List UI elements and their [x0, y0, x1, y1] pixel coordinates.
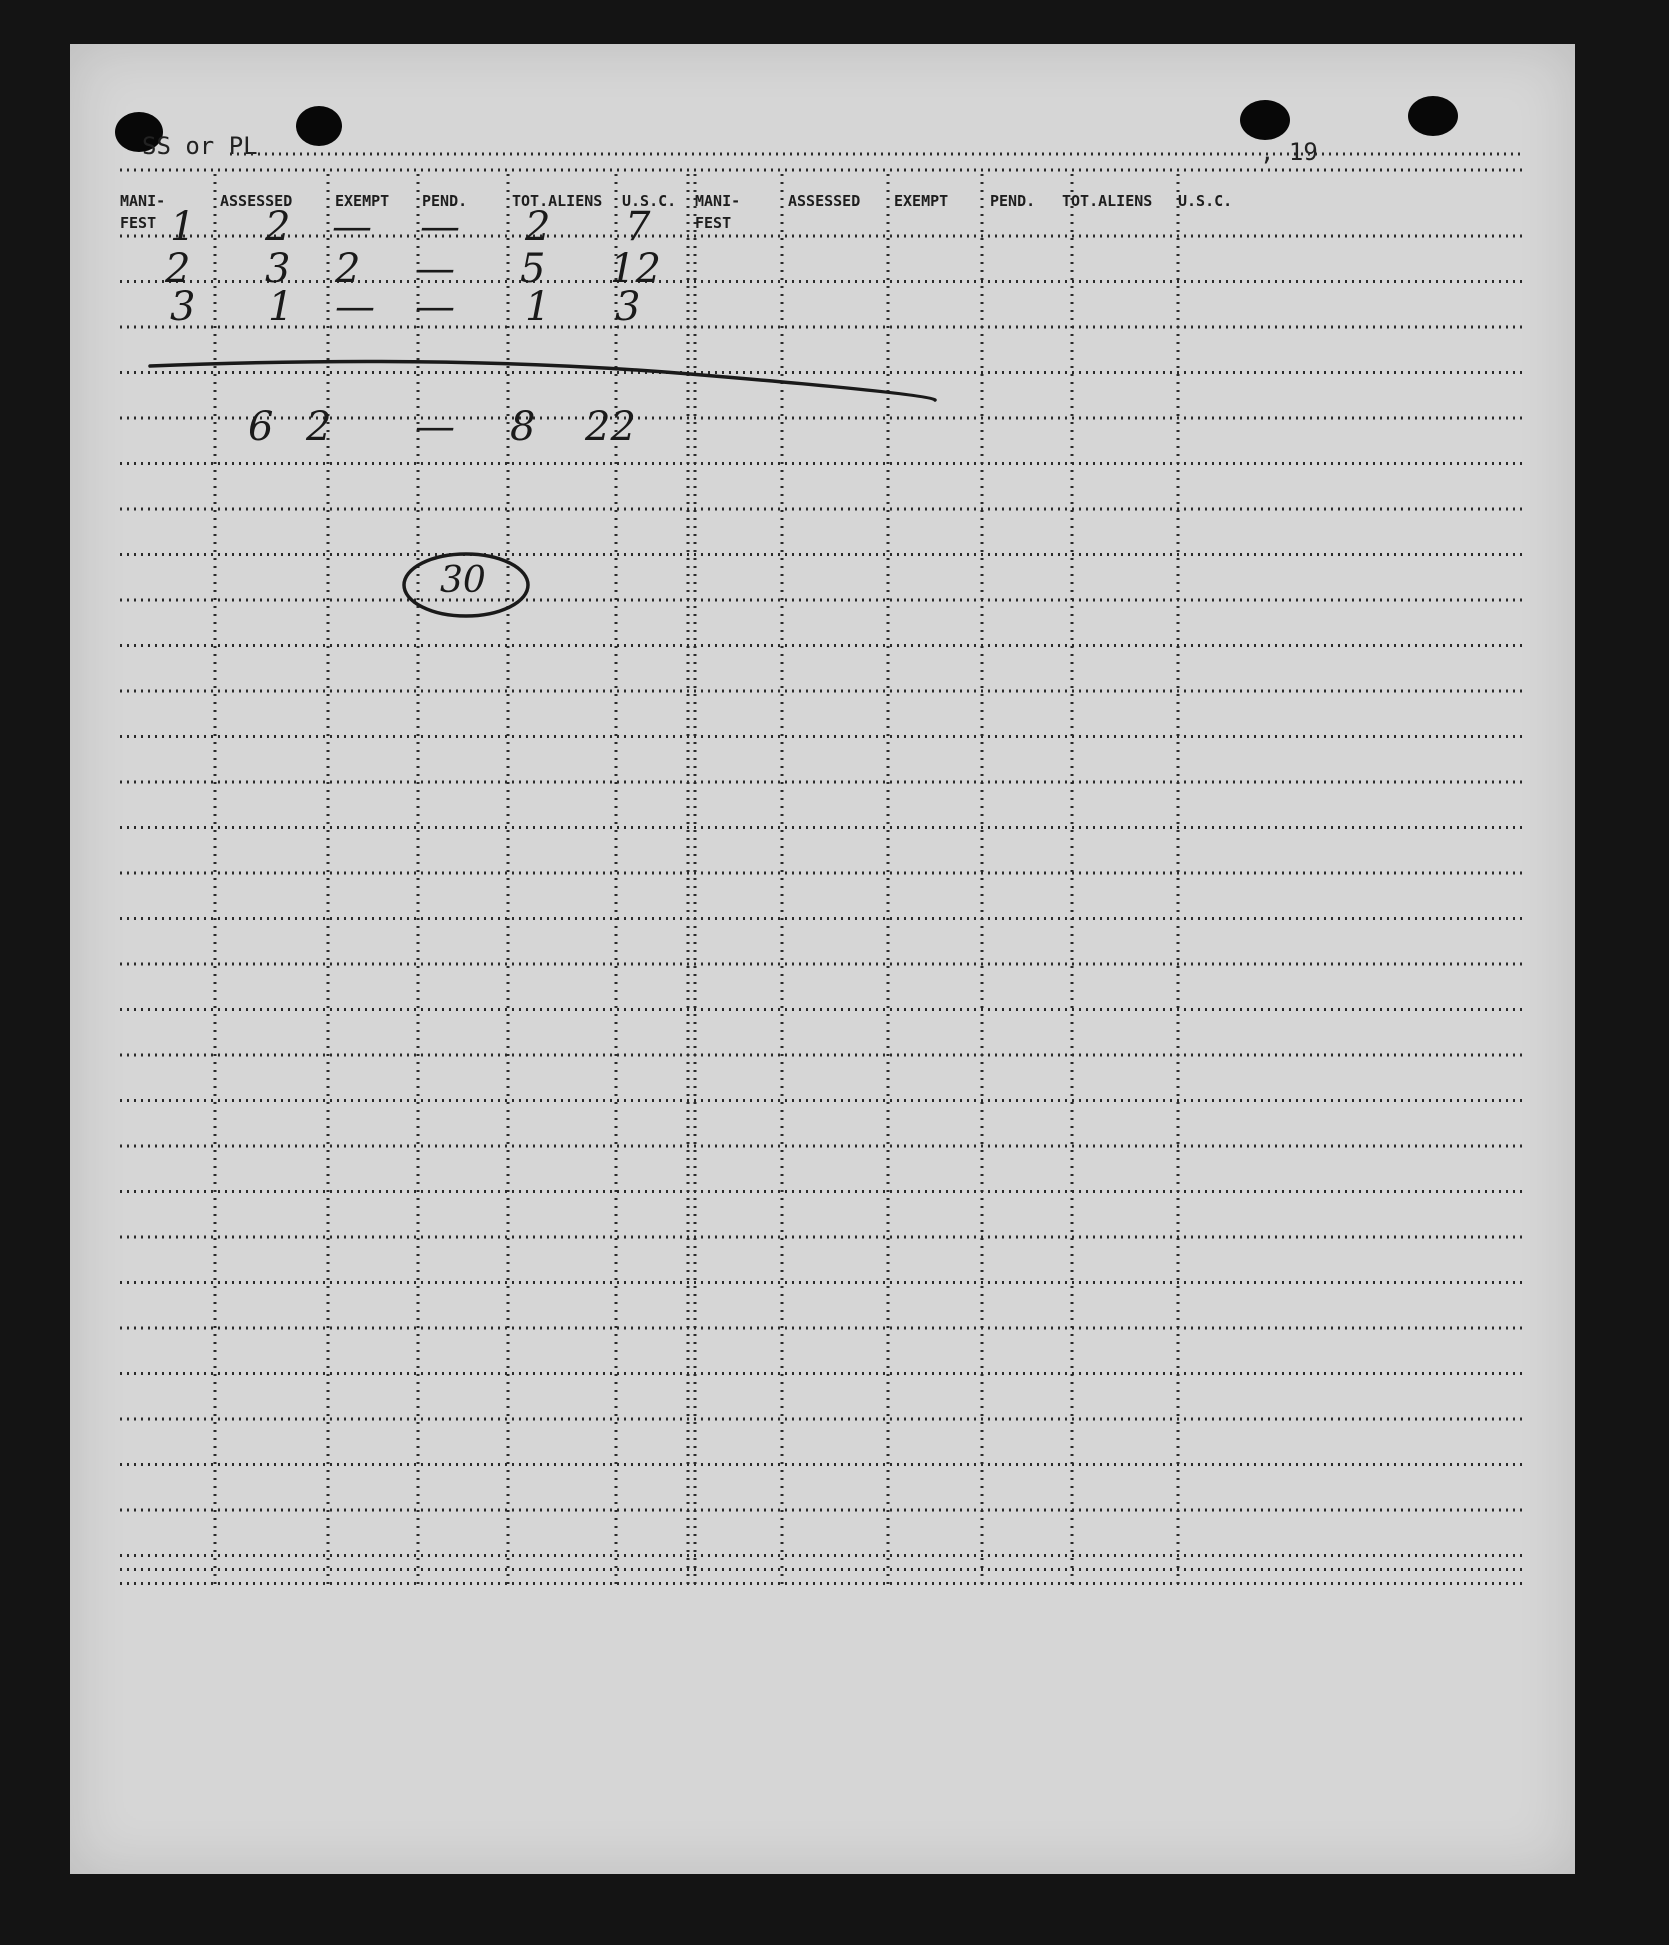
col-header-totaliens-right: TOT.ALIENS [1062, 192, 1153, 210]
year-label: , 19 [1260, 138, 1318, 166]
col-header-exempt-right: EXEMPT [894, 192, 949, 210]
entry-1-exempt: — [332, 204, 372, 250]
vessel-prefix-label: SS or PL [142, 132, 258, 160]
entry-3-manifest: 3 [170, 284, 196, 330]
entry-1-usc: 7 [625, 204, 651, 250]
entry-3-totaliens: 1 [525, 284, 551, 330]
col-header-manifest-left: MANI- FEST [120, 192, 166, 232]
entry-2-totaliens: 5 [520, 246, 546, 292]
entry-2-pend: — [415, 246, 455, 292]
total-totaliens: 8 [510, 404, 536, 450]
col-header-usc-right: U.S.C. [1178, 192, 1233, 210]
entry-3-usc: 3 [615, 284, 641, 330]
col-header-manifest-right: MANI- FEST [695, 192, 741, 232]
entry-1-assessed: 2 [265, 204, 291, 250]
col-header-exempt-left: EXEMPT [335, 192, 390, 210]
entry-2-manifest: 2 [165, 246, 191, 292]
entry-1-totaliens: 2 [525, 204, 551, 250]
col-header-usc-left: U.S.C. [622, 192, 677, 210]
total-exempt: 2 [306, 404, 332, 450]
document-page [70, 44, 1575, 1874]
ledger-grid [70, 44, 1575, 1874]
grand-total: 30 [440, 560, 486, 601]
total-usc: 22 [585, 404, 636, 450]
col-header-pend-right: PEND. [990, 192, 1036, 210]
col-header-assessed-right: ASSESSED [788, 192, 861, 210]
entry-3-pend: — [415, 284, 455, 330]
entry-2-exempt: 2 [335, 246, 361, 292]
entry-1-manifest: 1 [170, 204, 196, 250]
total-assessed: 6 [248, 404, 274, 450]
entry-2-assessed: 3 [265, 246, 291, 292]
entry-1-pend: — [420, 204, 460, 250]
col-header-assessed-left: ASSESSED [220, 192, 293, 210]
entry-3-exempt: — [335, 284, 375, 330]
entry-3-assessed: 1 [268, 284, 294, 330]
total-pend: — [415, 404, 455, 450]
col-header-totaliens-left: TOT.ALIENS [512, 192, 603, 210]
col-header-pend-left: PEND. [422, 192, 468, 210]
total-underline-stroke [150, 362, 935, 401]
entry-2-usc: 12 [610, 246, 661, 292]
